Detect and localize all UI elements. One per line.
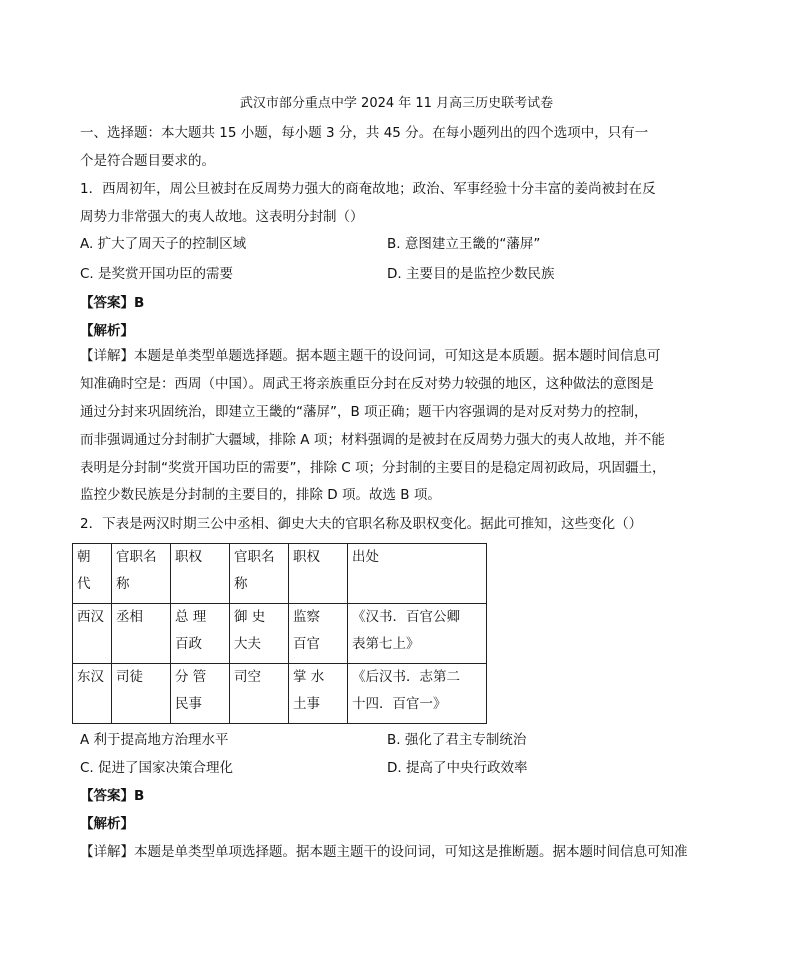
q1-analysis-label: 【解析】 [80, 323, 134, 339]
q1-stem-line-2: 周势力非常强大的夷人故地。这表明分封制（） [80, 209, 364, 225]
table-cell: 司徒 [112, 664, 171, 724]
q2-option-a: A 利于提高地方治理水平 [80, 732, 229, 748]
table-header-row [73, 544, 487, 604]
table-cell: 掌 水 土事 [289, 664, 348, 724]
table-header-cell: 职权 [171, 544, 230, 604]
q1-detail-line-6: 监控少数民族是分封制的主要目的，排除 D 项。故选 B 项。 [80, 487, 441, 503]
table-header-cell: 出处 [348, 544, 487, 604]
q1-option-c: C. 是奖赏开国功臣的需要 [80, 266, 234, 282]
table-cell: 总 理 百政 [171, 604, 230, 664]
q1-answer: 【答案】B [80, 295, 145, 311]
q2-answer: 【答案】B [80, 788, 145, 804]
table-cell: 丞相 [112, 604, 171, 664]
table-header-cell: 官职名 称 [112, 544, 171, 604]
q1-option-a: A. 扩大了周天子的控制区域 [80, 236, 247, 252]
table-header-cell: 朝 代 [73, 544, 112, 604]
q1-stem-line-1: 1．西周初年，周公旦被封在反周势力强大的商奄故地；政治、军事经验十分丰富的姜尚被封在反 [80, 181, 656, 197]
q2-option-c: C. 促进了国家决策合理化 [80, 760, 234, 776]
q2-detail-line-1: 【详解】本题是单类型单项选择题。据本题主题干的设问词，可知这是推断题。据本题时间信息可知准 [80, 844, 688, 860]
table-row [73, 664, 487, 724]
table-cell: 御 史 大夫 [230, 604, 289, 664]
q1-detail-line-4: 而非强调通过分封制扩大疆域，排除 A 项；材料强调的是被封在反周势力强大的夷人故地，并不能 [80, 432, 665, 448]
table-cell: 司空 [230, 664, 289, 724]
q1-option-d: D. 主要目的是监控少数民族 [387, 266, 555, 282]
table-cell: 《后汉书．志第二 十四．百官一》 [348, 664, 487, 724]
officials-table [72, 543, 487, 724]
q2-option-b: B. 强化了君主专制统治 [387, 732, 527, 748]
q2-stem: 2．下表是两汉时期三公中丞相、御史大夫的官职名称及职权变化。据此可推知，这些变化（） [80, 516, 643, 532]
q2-analysis-label: 【解析】 [80, 816, 134, 832]
section-header-line-2: 个是符合题目要求的。 [80, 153, 215, 169]
table-header-cell: 官职名 称 [230, 544, 289, 604]
table-cell: 《汉书．百官公卿 表第七上》 [348, 604, 487, 664]
q2-option-d: D. 提高了中央行政效率 [387, 760, 528, 776]
table-cell: 分 管 民事 [171, 664, 230, 724]
table-cell: 监察 百官 [289, 604, 348, 664]
table-header-cell: 职权 [289, 544, 348, 604]
section-header-line-1: 一、选择题：本大题共 15 小题，每小题 3 分，共 45 分。在每小题列出的四个选项中，只有一 [80, 125, 649, 141]
table-row [73, 604, 487, 664]
q1-detail-line-1: 【详解】本题是单类型单题选择题。据本题主题干的设问词，可知这是本质题。据本题时间信息可 [80, 348, 661, 364]
q1-detail-line-5: 表明是分封制“奖赏开国功臣的需要”，排除 C 项；分封制的主要目的是稳定周初政局，巩固疆土， [80, 460, 666, 476]
q1-detail-line-3: 通过分封来巩固统治，即建立王畿的“藩屏”，B 项正确；题干内容强调的是对反对势力的控制， [80, 404, 648, 420]
q1-option-b: B. 意图建立王畿的“藩屏” [387, 236, 541, 252]
page-title: 武汉市部分重点中学 2024 年 11 月高三历史联考试卷 [239, 96, 554, 111]
q1-detail-line-2: 知准确时空是：西周（中国）。周武王将亲族重臣分封在反对势力较强的地区，这种做法的意图是 [80, 376, 654, 392]
table-cell: 东汉 [73, 664, 112, 724]
table-cell: 西汉 [73, 604, 112, 664]
